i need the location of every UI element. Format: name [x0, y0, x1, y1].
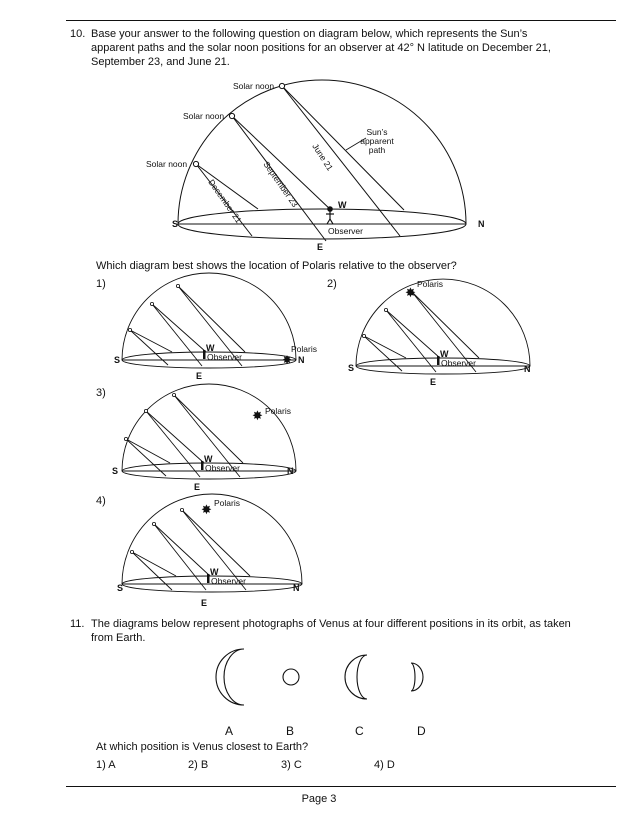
label-noon-sep: Solar noon: [183, 111, 225, 121]
venus-label-a: A: [225, 724, 234, 738]
label-september: September 23: [261, 159, 301, 209]
opt2-polaris: Polaris: [417, 279, 443, 289]
opt4-observer: Observer: [211, 576, 246, 586]
label-e: E: [317, 242, 324, 252]
label-december: December 21: [206, 177, 244, 225]
sun-path-diagram: [140, 78, 500, 258]
label-observer: Observer: [328, 226, 363, 236]
opt1-w: W: [206, 343, 215, 353]
label-june: June 21: [310, 141, 336, 173]
opt4-e: E: [201, 598, 208, 608]
venus-label-c: C: [355, 724, 364, 738]
opt1-e: E: [196, 371, 203, 381]
opt3-e: E: [194, 482, 201, 492]
opt1-s: S: [114, 355, 121, 365]
q11-number: 11.: [70, 618, 85, 630]
option-4-label[interactable]: 4): [96, 495, 106, 507]
noon-jun: [279, 83, 284, 88]
opt3-observer: Observer: [205, 463, 240, 473]
top-rule: [66, 20, 616, 21]
opt4-w: W: [210, 567, 219, 577]
path-june: [282, 86, 400, 236]
option-1-diagram[interactable]: [110, 282, 330, 382]
q11-question: At which position is Venus closest to Earth?: [96, 741, 309, 753]
option-3-diagram[interactable]: [110, 393, 330, 493]
opt2-polaris-icon: ✸: [405, 285, 416, 300]
noon-sep: [229, 113, 234, 118]
option-1-label[interactable]: 1): [96, 278, 106, 290]
venus-b: [283, 669, 299, 685]
label-suns-path-2: apparent: [360, 136, 394, 146]
label-w: W: [338, 200, 347, 210]
option-2-label[interactable]: 2): [327, 278, 337, 290]
page-number: Page 3: [301, 793, 337, 805]
opt1-n: N: [298, 355, 305, 365]
venus-d: [411, 663, 423, 691]
opt2-n: N: [524, 364, 531, 374]
opt2-observer: Observer: [441, 358, 476, 368]
label-suns-path-3: path: [368, 145, 386, 155]
opt3-polaris: Polaris: [265, 406, 291, 416]
opt2-s: S: [348, 363, 355, 373]
venus-a: [216, 649, 244, 705]
bottom-rule: [66, 786, 616, 787]
opt1-polaris-icon: ✸: [282, 353, 293, 367]
opt3-polaris-icon: ✸: [252, 408, 263, 423]
venus-label-b: B: [286, 724, 295, 738]
opt2-w: W: [440, 349, 449, 359]
label-n: N: [478, 219, 485, 229]
venus-label-d: D: [417, 724, 426, 738]
q11-choice-1[interactable]: 1) A: [96, 759, 116, 771]
q11-stem: The diagrams below represent photographs of Venus at four different positions in its orbit, as taken from Earth.: [91, 618, 571, 644]
opt3-w: W: [204, 454, 213, 464]
opt4-polaris: Polaris: [214, 498, 240, 508]
path-june-2: [282, 86, 404, 210]
opt3-s: S: [112, 466, 119, 476]
q10-question: Which diagram best shows the location of Polaris relative to the observer?: [96, 260, 457, 272]
venus-phases: [200, 643, 460, 713]
option-2-diagram[interactable]: [342, 279, 562, 388]
label-noon-dec: Solar noon: [146, 159, 188, 169]
opt3-n: N: [287, 466, 294, 476]
q11-choice-2[interactable]: 2) B: [188, 759, 209, 771]
label-suns-path-1: Sun’s: [366, 127, 388, 137]
opt1-observer: Observer: [207, 352, 242, 362]
option-3-label[interactable]: 3): [96, 387, 106, 399]
q11-choice-4[interactable]: 4) D: [374, 759, 395, 771]
noon-dec: [193, 161, 198, 166]
label-s: S: [172, 219, 179, 229]
option-4-diagram[interactable]: [110, 498, 330, 609]
opt1-polaris: Polaris: [291, 344, 317, 354]
opt4-s: S: [117, 583, 124, 593]
opt2-e: E: [430, 377, 437, 387]
opt4-n: N: [293, 583, 300, 593]
label-noon-jun: Solar noon: [233, 81, 275, 91]
q10-stem: Base your answer to the following question on diagram below, which represents the Sun’s apparent paths and the solar noon positions for an observer at 42° N latitude on December 21, September 23, and June 21.: [91, 28, 551, 68]
q10-number: 10.: [70, 28, 86, 40]
venus-c: [345, 655, 367, 699]
q11-choice-3[interactable]: 3) C: [281, 759, 302, 771]
opt4-polaris-icon: ✸: [201, 502, 212, 517]
